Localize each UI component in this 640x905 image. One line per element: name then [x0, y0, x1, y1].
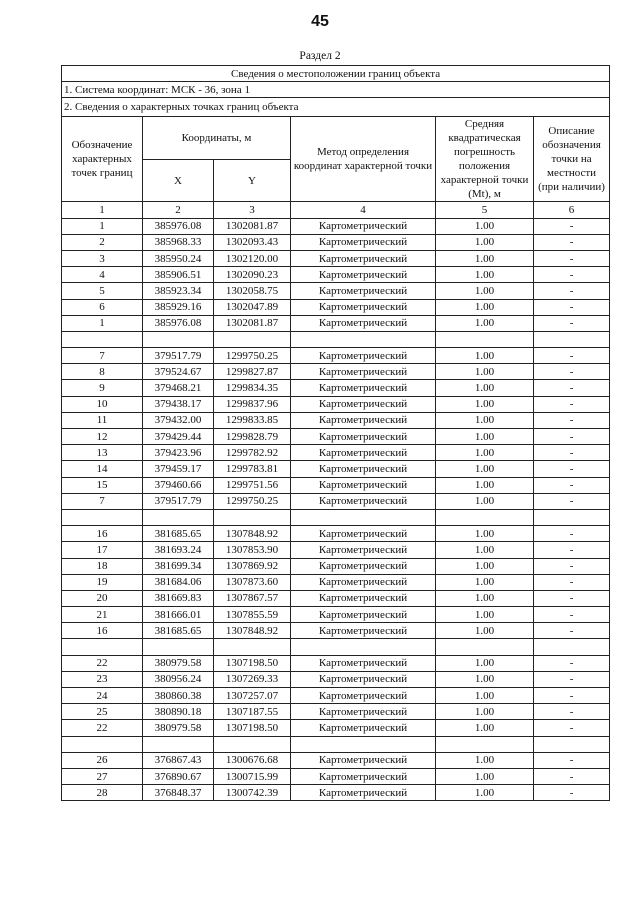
description-cell: -	[534, 542, 610, 558]
method-cell	[291, 331, 436, 347]
error-cell: 1.00	[436, 671, 534, 687]
table-row	[62, 526, 610, 542]
error-cell	[436, 509, 534, 525]
method-cell: Картометрический	[291, 364, 436, 380]
y-coordinate-cell: 1299751.56	[214, 477, 291, 493]
table-row	[62, 493, 610, 509]
column-number: 2	[143, 202, 214, 218]
y-coordinate-cell	[214, 331, 291, 347]
table-row	[62, 412, 610, 428]
point-number-cell: 3	[62, 250, 143, 266]
point-number-cell: 2	[62, 234, 143, 250]
error-cell: 1.00	[436, 526, 534, 542]
point-number-cell: 8	[62, 364, 143, 380]
method-cell: Картометрический	[291, 477, 436, 493]
x-coordinate-cell: 385923.34	[143, 283, 214, 299]
table-row	[62, 234, 610, 250]
method-cell: Картометрический	[291, 412, 436, 428]
table-row	[62, 477, 610, 493]
point-number-cell: 16	[62, 623, 143, 639]
method-cell: Картометрический	[291, 785, 436, 801]
table-title: Сведения о местоположении границ объекта	[62, 66, 610, 82]
x-coordinate-cell: 380860.38	[143, 688, 214, 704]
description-cell: -	[534, 720, 610, 736]
description-cell: -	[534, 445, 610, 461]
x-coordinate-cell: 379459.17	[143, 461, 214, 477]
error-cell	[436, 639, 534, 655]
description-cell: -	[534, 396, 610, 412]
method-cell	[291, 509, 436, 525]
x-coordinate-cell: 380956.24	[143, 671, 214, 687]
y-coordinate-cell: 1300715.99	[214, 768, 291, 784]
point-number-cell: 24	[62, 688, 143, 704]
description-cell: -	[534, 364, 610, 380]
y-coordinate-cell: 1307853.90	[214, 542, 291, 558]
description-cell: -	[534, 267, 610, 283]
point-number-cell: 22	[62, 655, 143, 671]
point-number-cell: 17	[62, 542, 143, 558]
error-cell: 1.00	[436, 267, 534, 283]
method-cell: Картометрический	[291, 558, 436, 574]
error-cell: 1.00	[436, 315, 534, 331]
x-coordinate-cell: 379524.67	[143, 364, 214, 380]
table-row	[62, 671, 610, 687]
x-coordinate-cell: 381693.24	[143, 542, 214, 558]
table-row	[62, 704, 610, 720]
description-cell: -	[534, 655, 610, 671]
table-row	[62, 607, 610, 623]
table-row	[62, 574, 610, 590]
point-number-cell: 1	[62, 315, 143, 331]
y-coordinate-cell: 1299833.85	[214, 412, 291, 428]
column-number: 1	[62, 202, 143, 218]
method-cell: Картометрический	[291, 218, 436, 234]
table-row	[62, 299, 610, 315]
description-cell: -	[534, 558, 610, 574]
point-number-cell: 23	[62, 671, 143, 687]
x-coordinate-cell: 385950.24	[143, 250, 214, 266]
description-cell: -	[534, 283, 610, 299]
coord-system: 1. Система координат: МСК - 36, зона 1	[62, 82, 610, 98]
error-cell: 1.00	[436, 429, 534, 445]
contour-separator-row	[62, 509, 610, 525]
y-coordinate-cell: 1300676.68	[214, 752, 291, 768]
point-number-cell: 27	[62, 768, 143, 784]
y-coordinate-cell: 1299782.92	[214, 445, 291, 461]
description-cell	[534, 509, 610, 525]
x-coordinate-cell: 381669.83	[143, 590, 214, 606]
description-cell: -	[534, 785, 610, 801]
error-cell: 1.00	[436, 250, 534, 266]
y-coordinate-cell: 1302081.87	[214, 218, 291, 234]
y-coordinate-cell: 1300742.39	[214, 785, 291, 801]
point-number-cell: 4	[62, 267, 143, 283]
table-row	[62, 445, 610, 461]
method-cell: Картометрический	[291, 267, 436, 283]
description-cell: -	[534, 607, 610, 623]
y-coordinate-cell: 1307855.59	[214, 607, 291, 623]
x-coordinate-cell: 379517.79	[143, 348, 214, 364]
column-number: 3	[214, 202, 291, 218]
table-row	[62, 623, 610, 639]
error-cell: 1.00	[436, 396, 534, 412]
table-row	[62, 542, 610, 558]
header-description: Описание обозначения точки на местности (при наличии)	[534, 117, 610, 202]
table-row	[62, 768, 610, 784]
x-coordinate-cell	[143, 509, 214, 525]
x-coordinate-cell: 376867.43	[143, 752, 214, 768]
point-number-cell	[62, 736, 143, 752]
point-number-cell: 7	[62, 493, 143, 509]
point-number-cell	[62, 639, 143, 655]
point-number-cell	[62, 509, 143, 525]
point-number-cell: 7	[62, 348, 143, 364]
description-cell: -	[534, 704, 610, 720]
y-coordinate-cell: 1302090.23	[214, 267, 291, 283]
x-coordinate-cell	[143, 736, 214, 752]
x-coordinate-cell: 380979.58	[143, 655, 214, 671]
description-cell	[534, 736, 610, 752]
x-coordinate-cell: 379429.44	[143, 429, 214, 445]
y-coordinate-cell: 1299750.25	[214, 348, 291, 364]
y-coordinate-cell: 1299750.25	[214, 493, 291, 509]
y-coordinate-cell: 1302081.87	[214, 315, 291, 331]
error-cell: 1.00	[436, 348, 534, 364]
description-cell: -	[534, 623, 610, 639]
column-number: 6	[534, 202, 610, 218]
header-method: Метод определения координат характерной точки	[291, 117, 436, 202]
table-row	[62, 461, 610, 477]
description-cell: -	[534, 429, 610, 445]
y-coordinate-cell: 1307198.50	[214, 655, 291, 671]
point-number-cell: 5	[62, 283, 143, 299]
x-coordinate-cell: 376848.37	[143, 785, 214, 801]
column-number: 5	[436, 202, 534, 218]
y-coordinate-cell	[214, 736, 291, 752]
point-number-cell: 6	[62, 299, 143, 315]
method-cell: Картометрический	[291, 671, 436, 687]
error-cell: 1.00	[436, 720, 534, 736]
method-cell	[291, 736, 436, 752]
point-number-cell: 11	[62, 412, 143, 428]
description-cell: -	[534, 380, 610, 396]
table-row	[62, 429, 610, 445]
x-coordinate-cell: 376890.67	[143, 768, 214, 784]
page-number: 45	[311, 13, 329, 30]
description-cell: -	[534, 412, 610, 428]
y-coordinate-cell	[214, 509, 291, 525]
table-row	[62, 655, 610, 671]
x-coordinate-cell: 379517.79	[143, 493, 214, 509]
x-coordinate-cell	[143, 331, 214, 347]
description-cell: -	[534, 234, 610, 250]
error-cell: 1.00	[436, 380, 534, 396]
x-coordinate-cell: 381685.65	[143, 526, 214, 542]
y-coordinate-cell: 1302058.75	[214, 283, 291, 299]
point-number-cell: 22	[62, 720, 143, 736]
x-coordinate-cell: 385976.08	[143, 218, 214, 234]
description-cell: -	[534, 477, 610, 493]
description-cell: -	[534, 348, 610, 364]
description-cell: -	[534, 752, 610, 768]
x-coordinate-cell: 381699.34	[143, 558, 214, 574]
point-number-cell: 9	[62, 380, 143, 396]
point-number-cell: 20	[62, 590, 143, 606]
error-cell: 1.00	[436, 590, 534, 606]
point-number-cell: 21	[62, 607, 143, 623]
x-coordinate-cell: 379468.21	[143, 380, 214, 396]
column-number-row	[62, 202, 610, 218]
table-row	[62, 785, 610, 801]
description-cell: -	[534, 218, 610, 234]
description-cell: -	[534, 526, 610, 542]
error-cell: 1.00	[436, 558, 534, 574]
header-x: X	[143, 159, 214, 202]
method-cell: Картометрический	[291, 655, 436, 671]
x-coordinate-cell: 379432.00	[143, 412, 214, 428]
error-cell: 1.00	[436, 445, 534, 461]
point-number-cell: 25	[62, 704, 143, 720]
point-number-cell: 16	[62, 526, 143, 542]
method-cell: Картометрический	[291, 461, 436, 477]
description-cell	[534, 639, 610, 655]
table-row	[62, 396, 610, 412]
table-row	[62, 688, 610, 704]
description-cell: -	[534, 574, 610, 590]
y-coordinate-cell: 1299828.79	[214, 429, 291, 445]
x-coordinate-cell: 379460.66	[143, 477, 214, 493]
error-cell: 1.00	[436, 704, 534, 720]
header-y: Y	[214, 159, 291, 202]
method-cell: Картометрический	[291, 623, 436, 639]
contour-separator-row	[62, 639, 610, 655]
description-cell: -	[534, 493, 610, 509]
point-number-cell: 13	[62, 445, 143, 461]
y-coordinate-cell: 1307198.50	[214, 720, 291, 736]
error-cell: 1.00	[436, 218, 534, 234]
table-row	[62, 250, 610, 266]
error-cell: 1.00	[436, 477, 534, 493]
method-cell: Картометрический	[291, 283, 436, 299]
contour-separator-row	[62, 331, 610, 347]
method-cell: Картометрический	[291, 720, 436, 736]
y-coordinate-cell: 1299834.35	[214, 380, 291, 396]
description-cell: -	[534, 768, 610, 784]
header-coords: Координаты, м	[143, 117, 291, 160]
error-cell: 1.00	[436, 752, 534, 768]
y-coordinate-cell: 1307269.33	[214, 671, 291, 687]
x-coordinate-cell: 385929.16	[143, 299, 214, 315]
point-number-cell: 18	[62, 558, 143, 574]
description-cell: -	[534, 315, 610, 331]
point-number-cell: 10	[62, 396, 143, 412]
description-cell: -	[534, 299, 610, 315]
method-cell: Картометрический	[291, 526, 436, 542]
table-row	[62, 218, 610, 234]
method-cell: Картометрический	[291, 752, 436, 768]
method-cell: Картометрический	[291, 574, 436, 590]
method-cell: Картометрический	[291, 299, 436, 315]
description-cell: -	[534, 461, 610, 477]
y-coordinate-cell: 1299783.81	[214, 461, 291, 477]
method-cell: Картометрический	[291, 348, 436, 364]
section-label: Раздел 2	[299, 50, 341, 62]
error-cell: 1.00	[436, 574, 534, 590]
table-row	[62, 720, 610, 736]
error-cell: 1.00	[436, 688, 534, 704]
method-cell	[291, 639, 436, 655]
point-number-cell: 1	[62, 218, 143, 234]
table-row	[62, 558, 610, 574]
error-cell	[436, 736, 534, 752]
error-cell: 1.00	[436, 364, 534, 380]
y-coordinate-cell: 1307257.07	[214, 688, 291, 704]
error-cell: 1.00	[436, 461, 534, 477]
x-coordinate-cell: 380979.58	[143, 720, 214, 736]
points-title-row	[62, 98, 610, 117]
method-cell: Картометрический	[291, 445, 436, 461]
y-coordinate-cell: 1299837.96	[214, 396, 291, 412]
x-coordinate-cell: 385906.51	[143, 267, 214, 283]
header-point: Обозначение характерных точек границ	[62, 117, 143, 202]
method-cell: Картометрический	[291, 250, 436, 266]
error-cell: 1.00	[436, 283, 534, 299]
method-cell: Картометрический	[291, 590, 436, 606]
method-cell: Картометрический	[291, 688, 436, 704]
x-coordinate-cell: 380890.18	[143, 704, 214, 720]
table-row	[62, 364, 610, 380]
method-cell: Картометрический	[291, 493, 436, 509]
y-coordinate-cell: 1307869.92	[214, 558, 291, 574]
method-cell: Картометрический	[291, 234, 436, 250]
coord-system-row	[62, 82, 610, 98]
header-error: Средняя квадратическая погрешность положения характерной точки (Mt), м	[436, 117, 534, 202]
x-coordinate-cell	[143, 639, 214, 655]
table-row	[62, 380, 610, 396]
y-coordinate-cell: 1299827.87	[214, 364, 291, 380]
x-coordinate-cell: 379438.17	[143, 396, 214, 412]
error-cell: 1.00	[436, 607, 534, 623]
point-number-cell: 19	[62, 574, 143, 590]
point-number-cell: 26	[62, 752, 143, 768]
x-coordinate-cell: 381684.06	[143, 574, 214, 590]
x-coordinate-cell: 385976.08	[143, 315, 214, 331]
method-cell: Картометрический	[291, 607, 436, 623]
method-cell: Картометрический	[291, 396, 436, 412]
error-cell: 1.00	[436, 412, 534, 428]
description-cell: -	[534, 590, 610, 606]
method-cell: Картометрический	[291, 315, 436, 331]
table-row	[62, 283, 610, 299]
method-cell: Картометрический	[291, 429, 436, 445]
y-coordinate-cell: 1307848.92	[214, 526, 291, 542]
error-cell: 1.00	[436, 493, 534, 509]
table-row	[62, 752, 610, 768]
error-cell: 1.00	[436, 768, 534, 784]
description-cell	[534, 331, 610, 347]
header-row-1	[62, 117, 610, 160]
column-number: 4	[291, 202, 436, 218]
point-number-cell: 28	[62, 785, 143, 801]
method-cell: Картометрический	[291, 704, 436, 720]
x-coordinate-cell: 381666.01	[143, 607, 214, 623]
boundary-points-table	[61, 65, 610, 801]
description-cell: -	[534, 671, 610, 687]
description-cell: -	[534, 688, 610, 704]
error-cell: 1.00	[436, 299, 534, 315]
point-number-cell: 12	[62, 429, 143, 445]
y-coordinate-cell: 1307848.92	[214, 623, 291, 639]
x-coordinate-cell: 381685.65	[143, 623, 214, 639]
table-row	[62, 348, 610, 364]
method-cell: Картометрический	[291, 542, 436, 558]
description-cell: -	[534, 250, 610, 266]
point-number-cell: 14	[62, 461, 143, 477]
error-cell	[436, 331, 534, 347]
x-coordinate-cell: 385968.33	[143, 234, 214, 250]
y-coordinate-cell: 1307187.55	[214, 704, 291, 720]
y-coordinate-cell: 1307867.57	[214, 590, 291, 606]
x-coordinate-cell: 379423.96	[143, 445, 214, 461]
y-coordinate-cell: 1302093.43	[214, 234, 291, 250]
error-cell: 1.00	[436, 623, 534, 639]
point-number-cell: 15	[62, 477, 143, 493]
y-coordinate-cell: 1302047.89	[214, 299, 291, 315]
y-coordinate-cell: 1307873.60	[214, 574, 291, 590]
error-cell: 1.00	[436, 655, 534, 671]
table-row	[62, 267, 610, 283]
table-title-row	[62, 66, 610, 82]
table-row	[62, 315, 610, 331]
points-title: 2. Сведения о характерных точках границ объекта	[62, 98, 610, 117]
table-row	[62, 590, 610, 606]
y-coordinate-cell: 1302120.00	[214, 250, 291, 266]
y-coordinate-cell	[214, 639, 291, 655]
method-cell: Картометрический	[291, 380, 436, 396]
point-number-cell	[62, 331, 143, 347]
method-cell: Картометрический	[291, 768, 436, 784]
error-cell: 1.00	[436, 542, 534, 558]
error-cell: 1.00	[436, 234, 534, 250]
contour-separator-row	[62, 736, 610, 752]
error-cell: 1.00	[436, 785, 534, 801]
